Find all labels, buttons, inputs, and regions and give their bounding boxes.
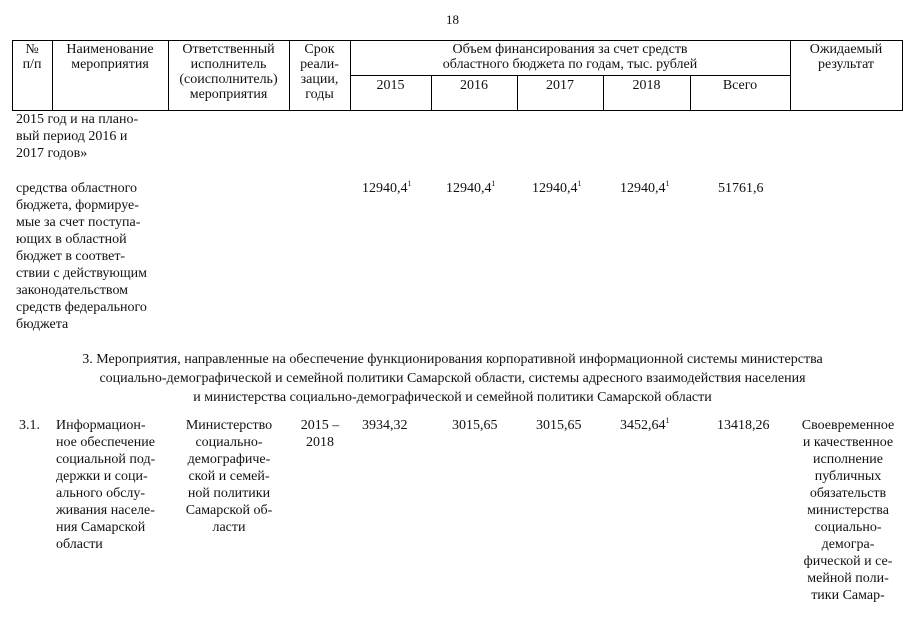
- header-year-2017: 2017: [546, 78, 574, 93]
- header-result: Ожидаемый результат: [809, 42, 883, 72]
- header-executor: Ответственный исполнитель (соисполнитель) мероприятия: [179, 42, 278, 102]
- item-value-2015: 3934,32: [362, 418, 408, 433]
- continuation-text: 2015 год и на плано- вый период 2016 и 2017 годов»: [16, 112, 139, 161]
- item-result: Своевременное и качественное исполнение публичных обязательств министерства социально- демогра- фической и се- мейной поли- тики Самар-: [801, 418, 895, 603]
- item-value-total: 13418,26: [717, 418, 770, 433]
- header-total: Всего: [722, 78, 758, 93]
- header-name: Наименование мероприятия: [66, 42, 154, 72]
- item-value-2016: 3015,65: [452, 418, 498, 433]
- funds-value-2018: 12940,4$^1$: [620, 179, 670, 196]
- funds-value-2016: 12940,4$^1$: [446, 179, 496, 196]
- funds-value-2015: 12940,4$^1$: [362, 179, 412, 196]
- item-term: 2015 – 2018: [300, 418, 340, 450]
- funds-value-2017: 12940,4$^1$: [532, 179, 582, 196]
- section-heading: 3. Мероприятия, направленные на обеспечение функционирования корпоративной информационной системы министерства социально-демографической и семейной политики Самарской области, системы адресного взаимодействия населения и министерства социально-демографической и семейной политики Самарской области: [82, 352, 823, 405]
- funds-value-total: 51761,6: [718, 181, 764, 196]
- header-term: Срок реали- зации, годы: [300, 42, 339, 102]
- header-year-2015: 2015: [376, 78, 405, 93]
- item-number: 3.1.: [19, 418, 40, 433]
- item-executor: Министерство социально- демографиче- ской и семей- ной политики Самарской об- ласти: [185, 418, 273, 535]
- header-year-2016: 2016: [460, 78, 488, 93]
- item-name: Информацион- ное обеспечение социальной под- держки и соци- ального обслу- живания населе- ния Самарской области: [56, 418, 156, 552]
- page-number: 18: [446, 12, 459, 27]
- header-funding: Объем финансирования за счет средств областного бюджета по годам, тыс. рублей: [442, 42, 698, 72]
- item-value-2017: 3015,65: [536, 418, 582, 433]
- header-num: № п/п: [22, 42, 42, 72]
- item-value-2018: 3452,64$^1$: [620, 416, 670, 433]
- header-year-2018: 2018: [632, 78, 661, 93]
- funds-row-label: средства областного бюджета, формируе- мые за счет поступа- ющих в областной бюджет в соответ- ствии с действующим законодательством средств федерального бюджета: [16, 181, 148, 332]
